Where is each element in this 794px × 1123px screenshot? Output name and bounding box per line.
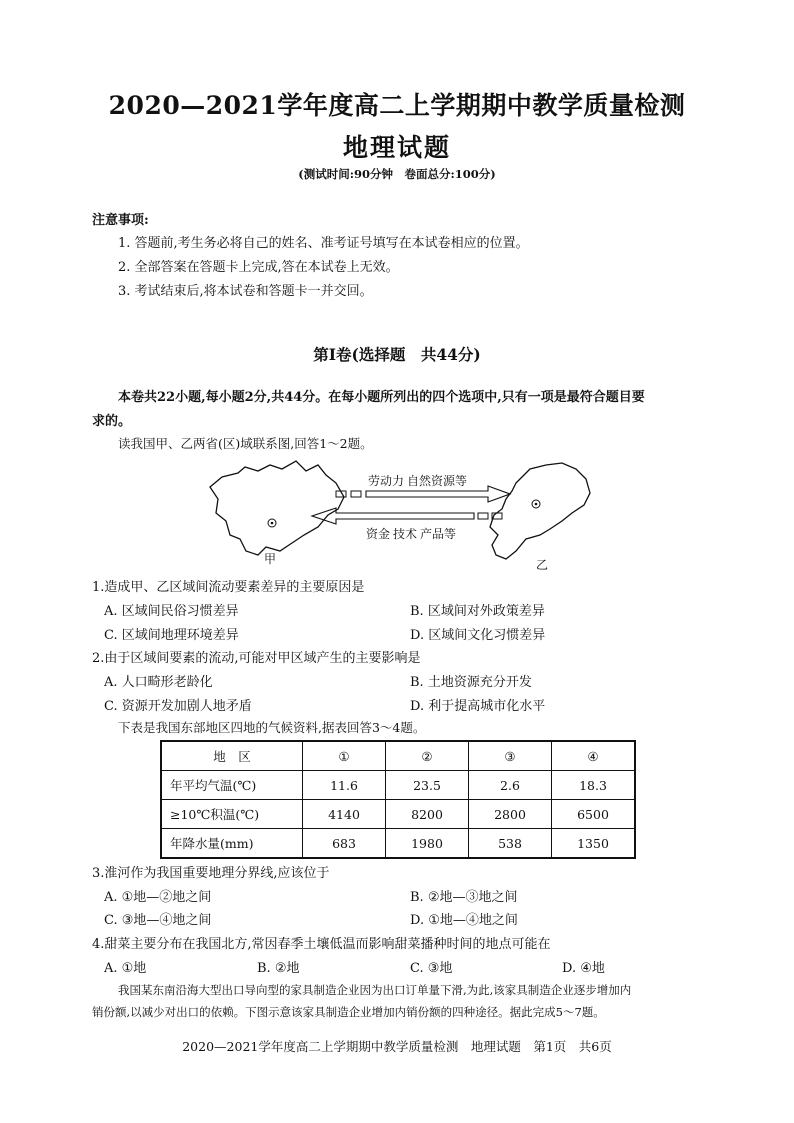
table-cell: 年降水量(mm) — [161, 829, 303, 859]
table-cell: 2.6 — [469, 771, 552, 800]
table-cell: 18.3 — [552, 771, 636, 800]
label-yi: 乙 — [536, 558, 549, 570]
table-question-lead: 下表是我国东部地区四地的气候资料,据表回答3～4题。 — [118, 720, 426, 735]
exam-title: 2020—2021学年度高二上学期期中教学质量检测 — [108, 91, 686, 120]
table-cell: 1350 — [552, 829, 636, 859]
notice-item: 1. 答题前,考生务必将自己的姓名、准考证号填写在本试卷相应的位置。 — [118, 236, 529, 251]
exam-info: (测试时间:90分钟 卷面总分:100分) — [298, 167, 496, 181]
arrow-top-label: 劳动力 自然资源等 — [368, 474, 468, 488]
passage-text: 我国某东南沿海大型出口导向型的家具制造企业因为出口订单量下滑,为此,该家具制造企业逐步增加内 — [118, 983, 632, 997]
option-a: A. 区域间民俗习惯差异 — [104, 604, 239, 619]
option-c: C. 区域间地理环境差异 — [104, 628, 239, 643]
table-row — [161, 800, 635, 829]
arrow-bottom-label: 资金 技术 产品等 — [366, 527, 457, 541]
arrow-yi-to-jia — [312, 508, 502, 524]
option-b: B. 区域间对外政策差异 — [410, 604, 545, 619]
option-c: C. 资源开发加剧人地矛盾 — [104, 699, 252, 714]
question-stem: 4.甜菜主要分布在我国北方,常因春季土壤低温而影响甜菜播种时间的地点可能在 — [92, 937, 551, 952]
question-stem: 2.由于区域间要素的流动,可能对甲区域产生的主要影响是 — [92, 651, 421, 666]
table-cell: 11.6 — [303, 771, 386, 800]
notice-item: 3. 考试结束后,将本试卷和答题卡一并交回。 — [118, 284, 373, 299]
table-row — [161, 771, 635, 800]
option-a: A. ①地 — [104, 961, 147, 976]
option-c: C. ③地—④地之间 — [104, 913, 212, 928]
table-header-row — [161, 741, 635, 771]
section-intro: 本卷共22小题,每小题2分,共44分。在每小题所列出的四个选项中,只有一项是最符合题目要 — [118, 390, 645, 405]
option-b: B. ②地—③地之间 — [410, 890, 518, 905]
region-link-map — [200, 455, 600, 570]
table-cell: 23.5 — [386, 771, 469, 800]
table-cell: 年平均气温(℃) — [161, 771, 303, 800]
question-stem: 1.造成甲、乙区域间流动要素差异的主要原因是 — [92, 580, 365, 595]
notice-item: 2. 全部答案在答题卡上完成,答在本试卷上无效。 — [118, 260, 399, 275]
table-header-cell: ① — [303, 741, 386, 771]
option-b: B. 土地资源充分开发 — [410, 675, 532, 690]
province-jia-outline — [210, 461, 344, 555]
arrow-jia-to-yi — [336, 486, 510, 502]
climate-table — [160, 740, 636, 859]
table-cell: 538 — [469, 829, 552, 859]
passage-text: 销份额,以减少对出口的依赖。下图示意该家具制造企业增加内销份额的四种途径。据此完成5～7题。 — [92, 1005, 605, 1019]
table-row — [161, 829, 635, 859]
question-stem: 3.淮河作为我国重要地理分界线,应该位于 — [92, 866, 330, 881]
label-jia: 甲 — [264, 552, 277, 566]
table-cell: 8200 — [386, 800, 469, 829]
option-c: C. ③地 — [410, 961, 453, 976]
province-yi-outline — [490, 463, 590, 559]
table-cell: 683 — [303, 829, 386, 859]
table-header-cell: ② — [386, 741, 469, 771]
table-cell: 4140 — [303, 800, 386, 829]
option-a: A. ①地—②地之间 — [104, 890, 212, 905]
option-d: D. ①地—④地之间 — [410, 913, 518, 928]
page-footer: 2020—2021学年度高二上学期期中教学质量检测 地理试题 第1页 共6页 — [182, 1039, 612, 1054]
table-header-cell: ③ — [469, 741, 552, 771]
option-d: D. 区域间文化习惯差异 — [410, 628, 546, 643]
table-header-cell: 地 区 — [161, 741, 303, 771]
table-cell: 1980 — [386, 829, 469, 859]
table-cell: 2800 — [469, 800, 552, 829]
option-d: D. 利于提高城市化水平 — [410, 699, 546, 714]
option-d: D. ④地 — [562, 961, 605, 976]
table-cell: 6500 — [552, 800, 636, 829]
map-question-lead: 读我国甲、乙两省(区)域联系图,回答1～2题。 — [118, 436, 373, 451]
section-intro: 求的。 — [92, 414, 132, 429]
option-a: A. 人口畸形老龄化 — [104, 675, 213, 690]
table-cell: ≥10℃积温(℃) — [161, 800, 303, 829]
section-title: 第Ⅰ卷(选择题 共44分) — [313, 345, 481, 364]
option-b: B. ②地 — [257, 961, 300, 976]
table-header-cell: ④ — [552, 741, 636, 771]
subject-title: 地理试题 — [342, 133, 451, 162]
notice-heading: 注意事项: — [92, 213, 149, 228]
